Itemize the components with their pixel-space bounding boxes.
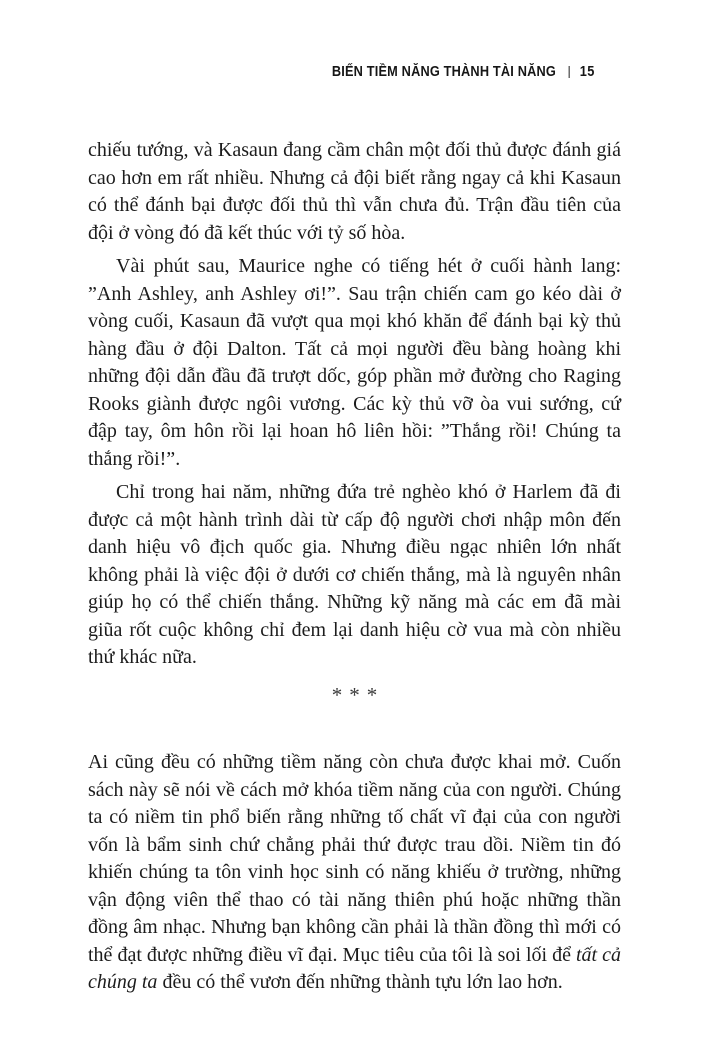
closing-paragraph: [88, 749, 621, 997]
closing-paragraph-segment: Ai cũng đều có những tiềm năng còn chưa được khai mở. Cuốn sách này sẽ nói về cách mở khóa tiềm năng của con người. Chúng ta có niềm tin phổ biến rằng những tố chất vĩ đại của con người vốn là bẩm sinh chứ chẳng phải thứ được trau dồi. Niềm tin đó khiến chúng ta tôn vinh học sinh có năng khiếu ở trường, những vận động viên thể thao có tài năng thiên phú hoặc những thần đồng âm nhạc. Nhưng bạn không cần phải là thần đồng thì mới có thể đạt được những điều vĩ đại. Mục tiêu của tôi là soi lối để: [88, 751, 621, 966]
closing-paragraph-segment: đều có thể vươn đến những thành tựu lớn lao hơn.: [157, 971, 563, 993]
section-separator: ***: [331, 682, 385, 707]
body-paragraph: Chỉ trong hai năm, những đứa trẻ nghèo khó ở Harlem đã đi được cả một hành trình dài từ cấp độ người chơi nhập môn đến danh hiệu vô địch quốc gia. Nhưng điều ngạc nhiên lớn nhất không phải là việc đội ở dưới cơ chiến thắng, mà là nguyên nhân giúp họ có thể chiến thắng. Những kỹ năng mà các em đã mài giũa rốt cuộc không chỉ đem lại danh hiệu cờ vua mà còn nhiều thứ khác nữa.: [88, 481, 621, 668]
running-header-title: BIẾN TIỀM NĂNG THÀNH TÀI NĂNG: [332, 64, 557, 80]
running-header-inner: [332, 64, 595, 80]
body-paragraph: Vài phút sau, Maurice nghe có tiếng hét ở cuối hành lang: ”Anh Ashley, anh Ashley ơi!”. Sau trận chiến cam go kéo dài ở vòng cuối, Kasaun đã vượt qua mọi khó khăn để đánh bại kỳ thủ hàng đầu ở đội Dalton. Tất cả mọi người đều bàng hoàng khi những đội dẫn đầu đã trượt dốc, góp phần mở đường cho Raging Rooks giành được ngôi vương. Các kỳ thủ vỡ òa vui sướng, cứ đập tay, ôm hôn rồi lại hoan hô liên hồi: ”Thắng rồi! Chúng ta thắng rồi!”.: [88, 255, 621, 470]
running-header: [0, 0, 707, 80]
page-number: 15: [579, 64, 595, 80]
body-paragraph: chiếu tướng, và Kasaun đang cầm chân một đối thủ được đánh giá cao hơn em rất nhiều. Nhưng cả đội biết rằng ngay cả khi Kasaun có thể đánh bại được đối thủ thì vẫn chưa đủ. Trận đầu tiên của đội ở vòng đó đã kết thúc với tỷ số hòa.: [88, 139, 621, 244]
italic-phrase: tất cả chúng ta: [88, 943, 621, 993]
page-body: [88, 137, 621, 997]
header-divider: |: [567, 64, 572, 80]
